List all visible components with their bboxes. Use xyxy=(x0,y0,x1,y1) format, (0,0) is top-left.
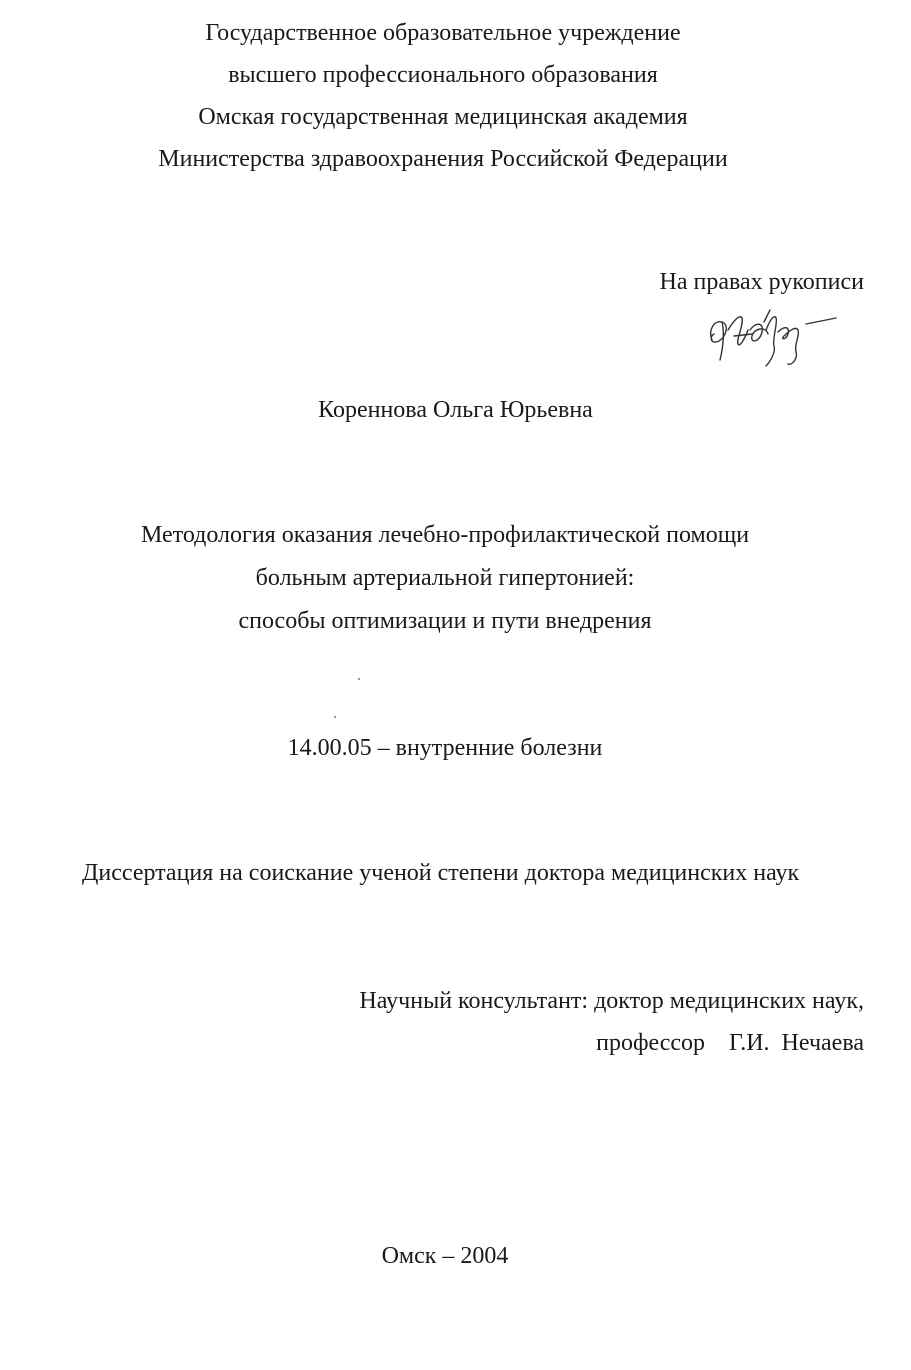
organization-line-2: высшего профессионального образования xyxy=(228,62,658,88)
signature-icon xyxy=(700,300,850,372)
specialty-code: 14.00.05 – внутренние болезни xyxy=(287,735,603,761)
consultant-line-2: профессор Г.И. Нечаева xyxy=(596,1030,864,1056)
title-line-2: больным артериальной гипертонией: xyxy=(255,565,635,591)
author-name: Кореннова Ольга Юрьевна xyxy=(318,397,593,423)
scan-speck xyxy=(334,716,336,718)
consultant-line-1: Научный консультант: доктор медицинских наук, xyxy=(359,988,864,1014)
scan-speck xyxy=(358,678,360,680)
organization-line-4: Министерства здравоохранения Российской Федерации xyxy=(158,146,728,172)
organization-line-3: Омская государственная медицинская академия xyxy=(198,104,688,130)
city-year: Омск – 2004 xyxy=(381,1243,509,1269)
manuscript-note: На правах рукописи xyxy=(659,269,864,295)
title-line-1: Методология оказания лечебно-профилактической помощи xyxy=(140,522,750,548)
degree-statement: Диссертация на соискание ученой степени доктора медицинских наук xyxy=(82,860,800,886)
organization-line-1: Государственное образовательное учреждение xyxy=(205,20,681,46)
title-line-3: способы оптимизации и пути внедрения xyxy=(238,608,652,634)
